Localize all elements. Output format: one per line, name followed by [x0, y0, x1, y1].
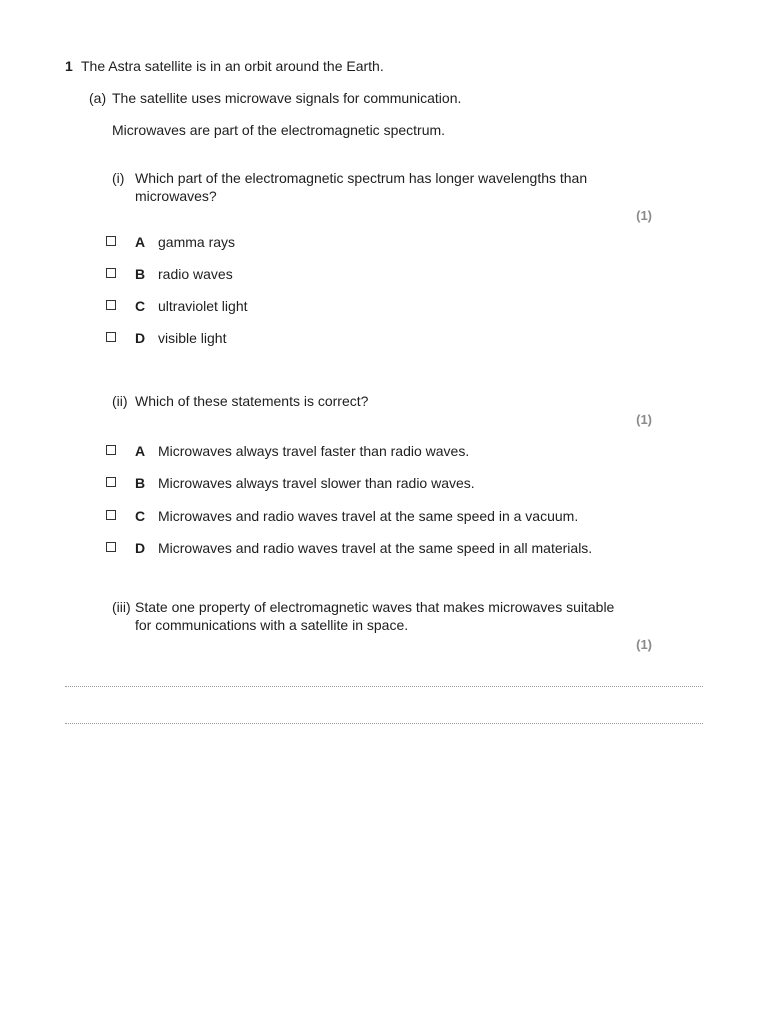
answer-line-1[interactable] — [65, 686, 703, 687]
checkbox[interactable] — [106, 542, 116, 552]
sub-ii-label: (ii) — [112, 393, 128, 409]
sub-i-text: Which part of the electromagnetic spectrum has longer wavelengths than microwaves? — [135, 170, 588, 204]
option-text: Microwaves always travel slower than radio waves. — [158, 475, 475, 491]
sub-ii-marks: (1) — [636, 412, 652, 427]
option-letter: C — [135, 298, 146, 314]
option-text: Microwaves and radio waves travel at the same speed in a vacuum. — [158, 508, 579, 524]
option-text: ultraviolet light — [158, 298, 248, 314]
checkbox[interactable] — [106, 510, 116, 520]
option-letter: A — [135, 234, 146, 250]
sub-iii-text: State one property of electromagnetic waves that makes microwaves suitable for communications with a satellite in space. — [135, 599, 615, 633]
part-a-text-2: Microwaves are part of the electromagnetic spectrum. — [112, 122, 446, 138]
option-text: Microwaves and radio waves travel at the same speed in all materials. — [158, 540, 593, 556]
option-letter: A — [135, 443, 146, 459]
sub-i-marks: (1) — [636, 208, 652, 223]
question-number: 1 — [65, 58, 73, 74]
option-text: gamma rays — [158, 234, 236, 250]
sub-iii-label: (iii) — [112, 599, 131, 615]
option-letter: C — [135, 508, 146, 524]
option-text: visible light — [158, 330, 227, 346]
checkbox[interactable] — [106, 268, 116, 278]
option-text: radio waves — [158, 266, 233, 282]
question-text: The Astra satellite is in an orbit around the Earth. — [81, 58, 384, 74]
option-text: Microwaves always travel faster than radio waves. — [158, 443, 470, 459]
option-letter: D — [135, 540, 146, 556]
answer-line-2[interactable] — [65, 723, 703, 724]
checkbox[interactable] — [106, 332, 116, 342]
sub-ii-text: Which of these statements is correct? — [135, 393, 369, 409]
option-letter: D — [135, 330, 146, 346]
checkbox[interactable] — [106, 445, 116, 455]
checkbox[interactable] — [106, 477, 116, 487]
sub-i-label: (i) — [112, 170, 125, 186]
part-a-text: The satellite uses microwave signals for communication. — [112, 90, 462, 106]
sub-iii-marks: (1) — [636, 637, 652, 652]
option-letter: B — [135, 266, 146, 282]
option-letter: B — [135, 475, 146, 491]
part-a-label: (a) — [89, 90, 107, 106]
checkbox[interactable] — [106, 300, 116, 310]
checkbox[interactable] — [106, 236, 116, 246]
